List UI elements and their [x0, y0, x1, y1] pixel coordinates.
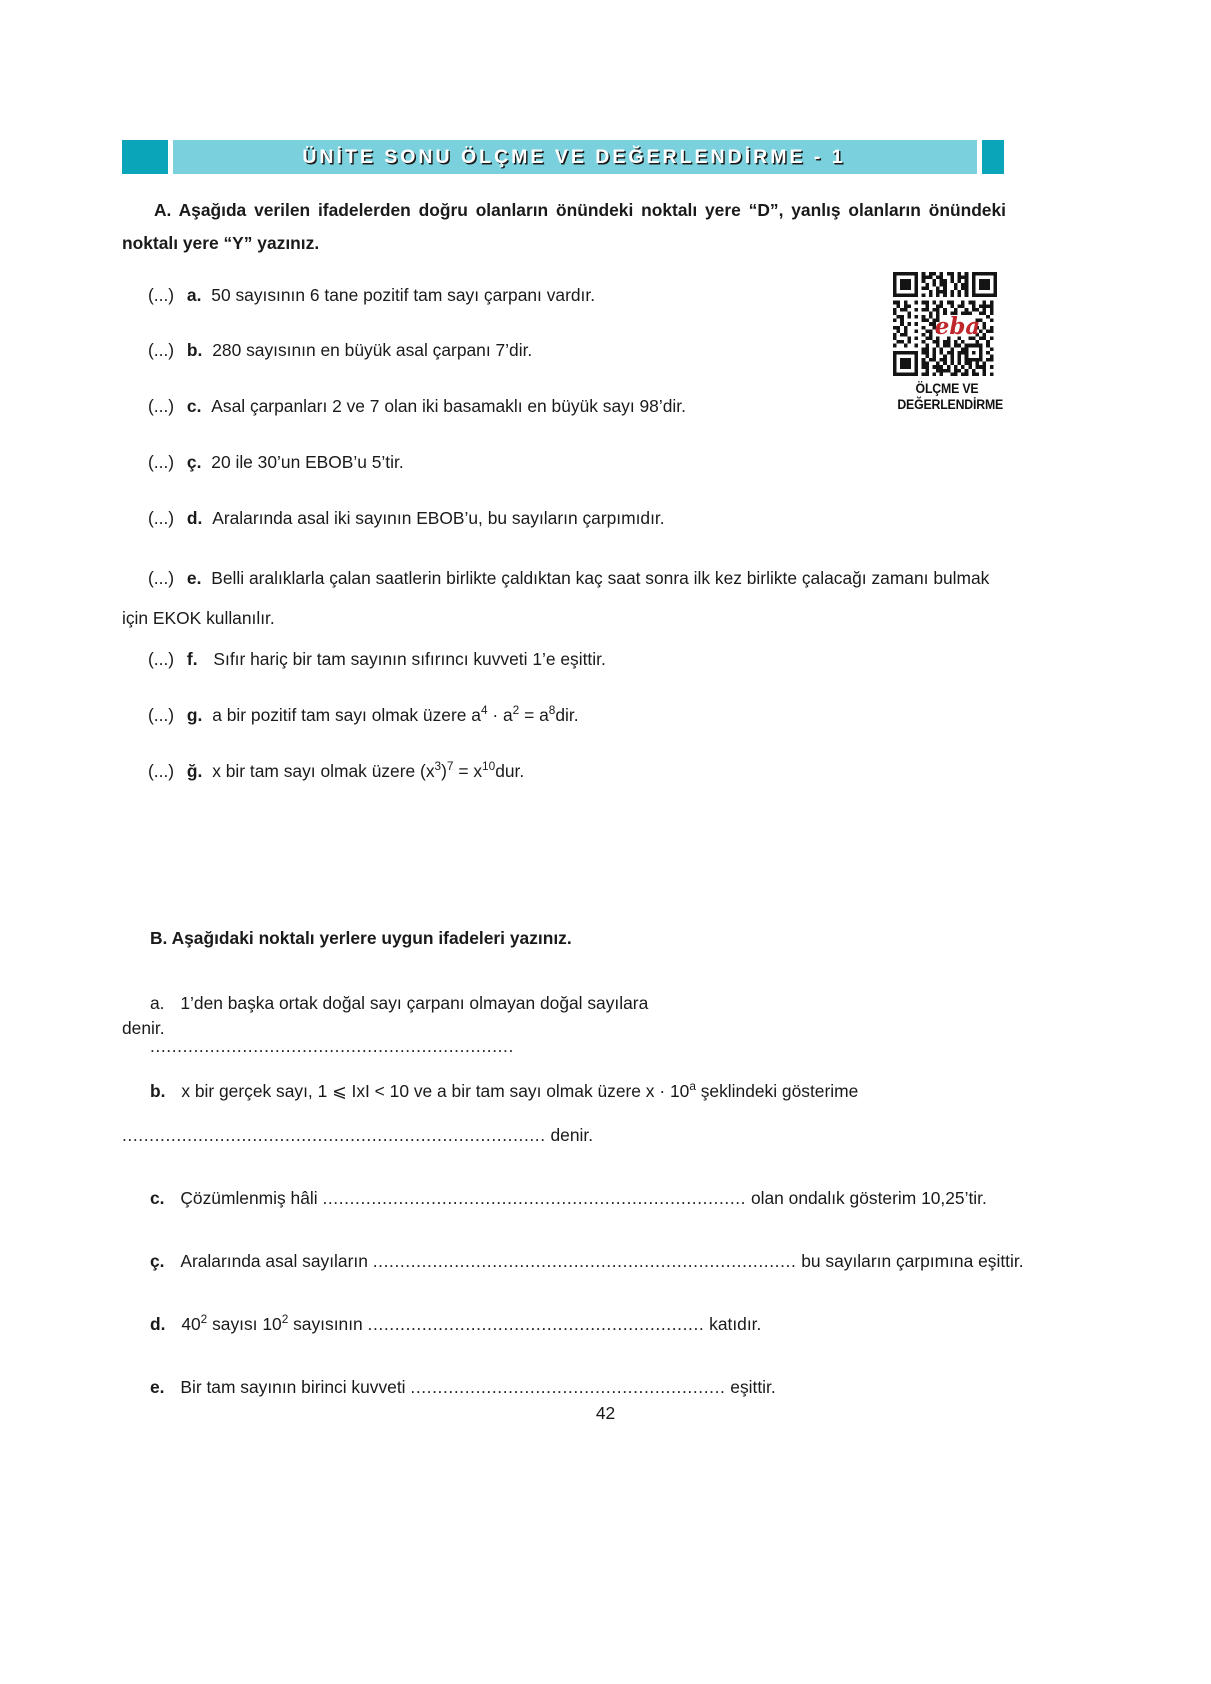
- list-item: [150, 1078, 858, 1105]
- list-item: [148, 337, 532, 364]
- item-letter: d.: [186, 508, 203, 528]
- exponent: 2: [281, 1312, 289, 1327]
- list-item: [150, 1374, 776, 1401]
- item-text: Asal çarpanları 2 ve 7 olan iki basamaklı en büyük sayı 98’dir.: [211, 396, 686, 416]
- item-text-mid: sayısının: [288, 1314, 368, 1334]
- item-letter: a.: [186, 285, 202, 305]
- item-text-cont: [122, 1015, 165, 1042]
- item-text: Aralarında asal iki sayının EBOB’u, bu sayıların çarpımıdır.: [212, 508, 665, 528]
- item-letter: e.: [150, 1377, 165, 1397]
- exponent: a: [689, 1079, 696, 1094]
- list-item: [148, 646, 606, 673]
- list-item: [150, 1185, 987, 1212]
- item-letter: e.: [186, 568, 202, 588]
- item-text-mid: ): [441, 761, 447, 781]
- fill-blank[interactable]: ..............................................................: [367, 1314, 705, 1334]
- item-text-cont: [122, 1122, 593, 1149]
- list-item: [150, 1248, 1024, 1275]
- answer-blank[interactable]: (...): [148, 705, 175, 725]
- section-b-instruction: B. Aşağıdaki noktalı yerlere uygun ifadeleri yazınız.: [150, 928, 572, 948]
- item-text: Bir tam sayının birinci kuvveti: [180, 1377, 411, 1397]
- item-letter: f.: [186, 649, 198, 669]
- item-letter: b.: [186, 340, 203, 360]
- item-text: denir.: [122, 1018, 165, 1038]
- list-item: [148, 505, 665, 532]
- item-text: denir.: [545, 1125, 594, 1145]
- item-letter: ç.: [150, 1251, 165, 1271]
- item-text: Sıfır hariç bir tam sayının sıfırıncı kuvveti 1’e eşittir.: [213, 649, 606, 669]
- banner-left-cap: [122, 140, 168, 174]
- item-letter: g.: [186, 705, 203, 725]
- unit-header-banner: [122, 140, 1004, 174]
- item-text-mid: = a: [519, 705, 549, 725]
- item-text-mid: sayısı 10: [207, 1314, 282, 1334]
- item-text: Çözümlenmiş hâli: [180, 1188, 323, 1208]
- item-text: x bir gerçek sayı, 1 ⩽ ΙxΙ < 10 ve a bir tam sayı olmak üzere x · 10: [181, 1081, 690, 1101]
- item-text: 40: [181, 1314, 201, 1334]
- item-text: Belli aralıklarla çalan saatlerin birlikte çaldıktan kaç saat sonra ilk kez birlikte çalacağı zamanı bulmak için EKOK kullanılır.: [122, 568, 990, 628]
- exponent: 3: [434, 759, 442, 774]
- list-item: [122, 558, 1006, 638]
- item-text-end: dir.: [555, 705, 579, 725]
- qr-label-line1: ÖLÇME VE: [915, 381, 979, 396]
- qr-code-block[interactable]: [893, 272, 1004, 412]
- item-letter: c.: [150, 1188, 165, 1208]
- item-letter: b.: [150, 1081, 166, 1101]
- answer-blank[interactable]: (...): [148, 649, 175, 669]
- item-letter: ğ.: [186, 761, 203, 781]
- item-text: 280 sayısının en büyük asal çarpanı 7’dir.: [212, 340, 533, 360]
- item-letter: c.: [186, 396, 202, 416]
- item-letter: a.: [150, 993, 165, 1013]
- answer-blank[interactable]: (...): [148, 761, 175, 781]
- svg-text:eba: eba: [934, 313, 981, 341]
- exponent: 4: [480, 703, 488, 718]
- item-text-mid: · a: [487, 705, 513, 725]
- exponent: 2: [512, 703, 520, 718]
- page-number: 42: [595, 1403, 616, 1423]
- answer-blank[interactable]: (...): [148, 452, 175, 472]
- banner-right-cap: [982, 140, 1004, 174]
- item-text-end: katıdır.: [704, 1314, 762, 1334]
- answer-blank[interactable]: (...): [148, 340, 175, 360]
- list-item: [148, 282, 595, 309]
- answer-blank[interactable]: (...): [148, 568, 175, 588]
- banner-title-bar: [173, 140, 977, 174]
- list-item: [148, 758, 524, 785]
- item-text-end: eşittir.: [725, 1377, 776, 1397]
- qr-label-line2: DEĞERLENDİRME: [897, 396, 1004, 412]
- item-text: 50 sayısının 6 tane pozitif tam sayı çarpanı vardır.: [211, 285, 596, 305]
- fill-blank[interactable]: ...................................................................: [150, 1036, 514, 1056]
- exponent: 10: [482, 759, 496, 774]
- item-text-end: bu sayıların çarpımına eşittir.: [796, 1251, 1024, 1271]
- list-item: [148, 449, 404, 476]
- list-item: [148, 393, 686, 420]
- answer-blank[interactable]: (...): [148, 508, 175, 528]
- section-a-instruction: A. Aşağıda verilen ifadelerden doğru olanların önündeki noktalı yere “D”, yanlış olanların önündeki noktalı yere “Y” yazınız.: [122, 200, 1006, 253]
- item-text: 1’den başka ortak doğal sayı çarpanı olmayan doğal sayılara: [180, 993, 649, 1013]
- answer-blank[interactable]: (...): [148, 285, 175, 305]
- fill-blank[interactable]: ..........................................................: [410, 1377, 726, 1397]
- item-letter: ç.: [186, 452, 202, 472]
- exponent: 7: [446, 759, 454, 774]
- fill-blank[interactable]: ..............................................................................: [322, 1188, 747, 1208]
- item-text: x bir tam sayı olmak üzere (x: [212, 761, 435, 781]
- page-title: ÜNİTE SONU ÖLÇME VE DEĞERLENDİRME - 1: [302, 145, 846, 168]
- item-text-end: dur.: [495, 761, 525, 781]
- exponent: 2: [200, 1312, 208, 1327]
- item-text-mid: = x: [453, 761, 483, 781]
- qr-code-icon[interactable]: [893, 272, 997, 376]
- item-letter: d.: [150, 1314, 166, 1334]
- item-text-end: olan ondalık gösterim 10,25’tir.: [746, 1188, 987, 1208]
- list-item: [148, 702, 579, 729]
- item-text: 20 ile 30’un EBOB’u 5’tir.: [211, 452, 404, 472]
- answer-blank[interactable]: (...): [148, 396, 175, 416]
- list-item: [150, 982, 1006, 1068]
- item-text-mid: şeklindeki gösterime: [695, 1081, 859, 1101]
- qr-label: [897, 381, 1004, 412]
- fill-blank[interactable]: ..............................................................................: [122, 1125, 546, 1145]
- item-text: Aralarında asal sayıların: [180, 1251, 373, 1271]
- exponent: 8: [548, 703, 556, 718]
- list-item: [150, 1311, 761, 1338]
- item-text: a bir pozitif tam sayı olmak üzere a: [212, 705, 481, 725]
- fill-blank[interactable]: ..............................................................................: [372, 1251, 797, 1271]
